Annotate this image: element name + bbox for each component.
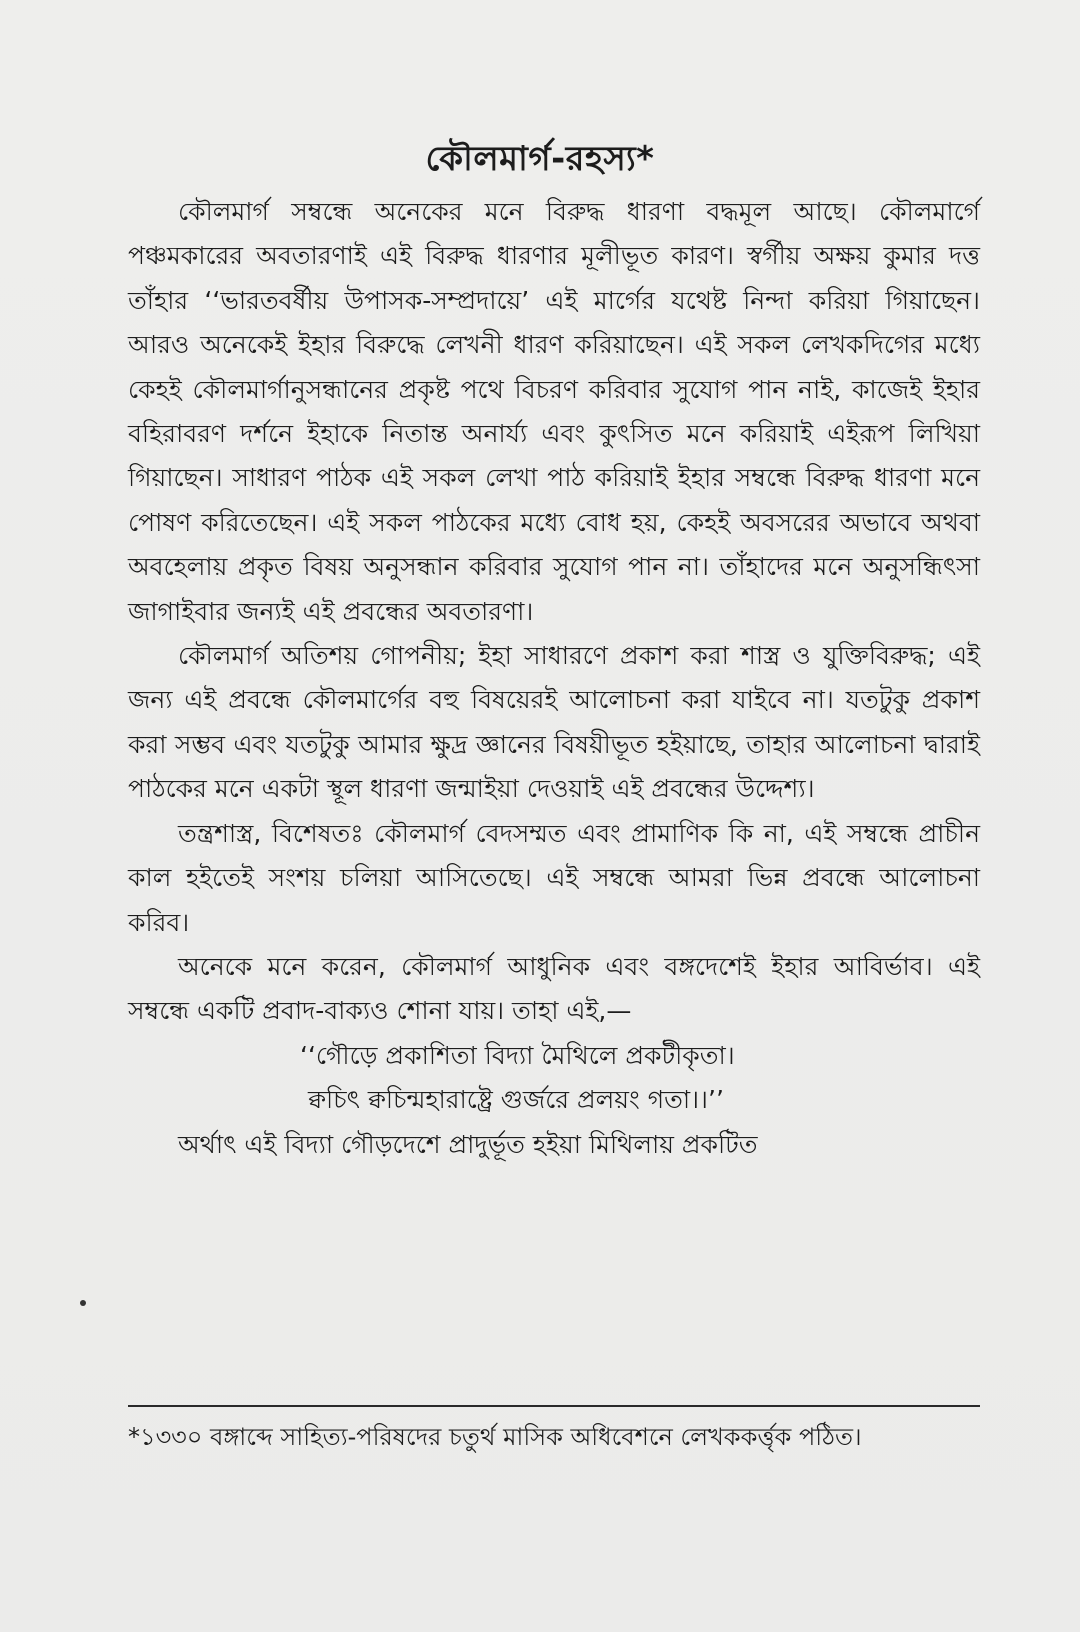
margin-dot <box>80 1300 86 1306</box>
paragraph-4: অনেকে মনে করেন, কৌলমার্গ আধুনিক এবং বঙ্গদেশেই ইহার আবির্ভাব। এই সম্বন্ধে একটি প্রবাদ-বাক্যও শোনা যায়। তাহা এই,— <box>128 951 980 1026</box>
article-body <box>128 190 980 1167</box>
paragraph-2: কৌলমার্গ অতিশয় গোপনীয়; ইহা সাধারণে প্রকাশ করা শাস্ত্র ও যুক্তিবিরুদ্ধ; এই জন্য এই প্রবন্ধে কৌলমার্গের বহু বিষয়েরই আলোচনা করা যাইবে না। যতটুকু প্রকাশ করা সম্ভব এবং যতটুকু আমার ক্ষুদ্র জ্ঞানের বিষয়ীভূত হইয়াছে, তাহার আলোচনা দ্বারাই পাঠকের মনে একটা স্থূল ধারণা জন্মাইয়া দেওয়াই এই প্রবন্ধের উদ্দেশ্য। <box>128 641 980 804</box>
footnote-divider <box>128 1405 980 1407</box>
closing-paragraph: অর্থাৎ এই বিদ্যা গৌড়দেশে প্রাদুর্ভূত হইয়া মিথিলায় প্রকটিত <box>178 1129 758 1159</box>
page-title: কৌলমার্গ-রহস্য* <box>425 138 655 179</box>
verse-line-2: ক্বচিৎ ক্বচিন্মহারাষ্ট্রে গুর্জরে প্রলয়ং গতা।।’’ <box>308 1085 724 1115</box>
footnote: *১৩৩০ বঙ্গাব্দে সাহিত্য-পরিষদের চতুর্থ মাসিক অধিবেশনে লেখককর্ত্তৃক পঠিত। <box>128 1423 862 1451</box>
paragraph-3: তন্ত্রশাস্ত্র, বিশেষতঃ কৌলমার্গ বেদসম্মত এবং প্রামাণিক কি না, এই সম্বন্ধে প্রাচীন কাল হইতেই সংশয় চলিয়া আসিতেছে। এই সম্বন্ধে আমরা ভিন্ন প্রবন্ধে আলোচনা করিব। <box>128 818 980 937</box>
verse-line-1: ‘‘গৌড়ে প্রকাশিতা বিদ্যা মৈথিলে প্রকটীকৃতা। <box>300 1040 735 1070</box>
verse-quote <box>128 1034 980 1123</box>
paragraph-1: কৌলমার্গ সম্বন্ধে অনেকের মনে বিরুদ্ধ ধারণা বদ্ধমূল আছে। কৌলমার্গে পঞ্চমকারের অবতারণাই এই বিরুদ্ধ ধারণার মূলীভূত কারণ। স্বর্গীয় অক্ষয় কুমার দত্ত তাঁহার ‘‘ভারতবর্ষীয় উপাসক-সম্প্রদায়ে’ এই মার্গের যথেষ্ট নিন্দা করিয়া গিয়াছেন। আরও অনেকেই ইহার বিরুদ্ধে লেখনী ধারণ করিয়াছেন। এই সকল লেখকদিগের মধ্যে কেহই কৌলমার্গানুসন্ধানের প্রকৃষ্ট পথে বিচরণ করিবার সুযোগ পান নাই, কাজেই ইহার বহিরাবরণ দর্শনে ইহাকে নিতান্ত অনার্য্য এবং কুৎসিত মনে করিয়াই এইরূপ লিখিয়া গিয়াছেন। সাধারণ পাঠক এই সকল লেখা পাঠ করিয়াই ইহার সম্বন্ধে বিরুদ্ধ ধারণা মনে পোষণ করিতেছেন। এই সকল পাঠকের মধ্যে বোধ হয়, কেহই অবসরের অভাবে অথবা অবহেলায় প্রকৃত বিষয় অনুসন্ধান করিবার সুযোগ পান না। তাঁহাদের মনে অনুসন্ধিৎসা জাগাইবার জন্যই এই প্রবন্ধের অবতারণা। <box>128 197 980 626</box>
